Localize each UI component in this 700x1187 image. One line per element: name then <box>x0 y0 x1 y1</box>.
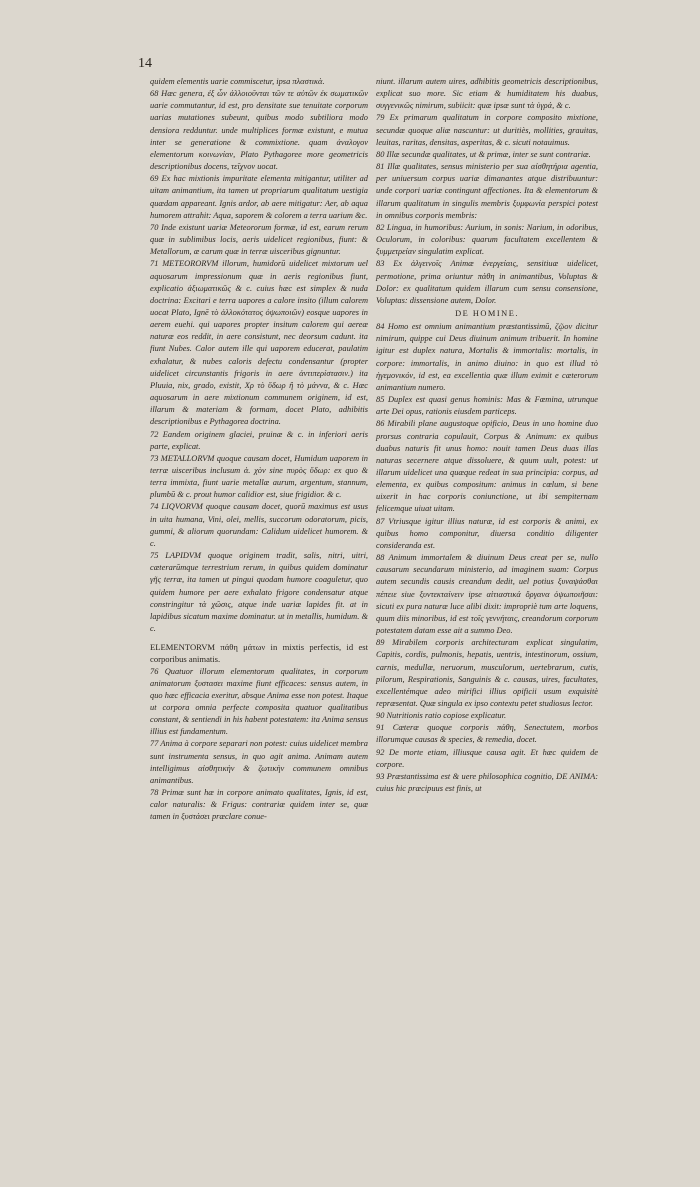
paragraph: 77 Anima à corpore separari non potest: cuius uidelicet membra sunt instrumenta sensus, in quo agit anima. Animam autem intelligimus αἰσθητικὴν & ζωτικὴν communem omnibus animantibus. <box>150 739 368 785</box>
paragraph: 78 Primæ sunt hæ in corpore animato qualitates, Ignis, id est, calor naturalis: & Frigus: contrariæ quidem inter se, quæ tamen in ξυστάσει præclare conue- <box>150 788 368 822</box>
paragraph: 70 Inde existunt uariæ Meteororum formæ, id est, earum rerum quæ in sublimibus locis, aeris uidelicet regionibus, fiunt: & Metallorum, æ carum quæ in terræ uisceribus gignuntur. <box>150 222 368 257</box>
paragraph: 90 Nutritionis ratio copiose explicatur. <box>376 711 507 721</box>
paragraph: 74 LIQVORVM quoque causam docet, quorū maximus est usus in uita humana, Vini, olei, mellis, succorum odoratorum, picis, gummi, & aliorum quorundam: Calidum uidelicet humorem. & c. <box>150 502 368 548</box>
paragraph: 76 Quatuor illorum elementorum qualitates, in corporum animatorum ξυστασει maxime fiunt efficaces: sensus autem, in quo hæc efficacia exeritur, absque Anima esse non potest. Itaque ut corpora omnia perfecte composita quatuor qualitatibus constant, & sentiendi in his habent potestatem: ita Anima sensus illius est fundamentum. <box>150 666 368 737</box>
paragraph: 89 Mirabilem corporis architecturam explicat singulatim, Capitis, cordis, pulmonis, hepatis, uentris, intestinorum, ossium, carnis, medullæ, neruorum, musculorum, uertebrarum, cutis, pilorum, Respirationis, Sanguinis & c. causas, uires, facultates, excellentémque adeo mirifici illius opificii usum exquisitè repræsentat. Quæ singula ex ipso contextu petet studiosus lector. <box>376 638 598 708</box>
paragraph: 68 Hæc genera, ἐξ ὧν ἀλλοιοῦνται τῶν τε αὐτῶν ἐκ σωματικῶν uarie commutantur, id est, pro densitate sue tenuitate corporum uarias mutationes subeunt, quibus modo subtiliora modo densiora redduntur. unde multiplices formæ existunt, e mutua inter se generatione & commixtione. quam ἀναλογον elementorum κοινωνίαν, Plato Pythagoree more geometricis descriptionibus docens, τεῖχνον uocat. <box>150 89 368 172</box>
paragraph: 84 Homo est omnium animantium præstantissimū, ζῷον dicitur nimirum, quippe cui Deus diuinum animum tribuerit. In homine igitur est duplex natura, Mortalis & immortalis: mortalis, in corpore: immortalis, in animo diuino: in quo est illud τὸ ἡγεμονικόν, id est, ea excellentia quæ illum eximit e cæterorum animantium numero. <box>376 322 598 392</box>
paragraph: 69 Ex hac mixtionis impuritate elementa mitigantur, utiliter ad uitam animantium, ita tamen ut propriarum qualitatum uestigia quædam appareant. Ignis ardor, ab aere mitigatur: Aer, ab aqua humorem attrahit: Aqua, saporem & colorem a terra uarium &c. <box>150 174 368 220</box>
section-title: ELEMENTORVM πάθη μάτων in mixtis perfectis, id est corporibus animatis. <box>150 642 368 665</box>
paragraph: 75 LAPIDVM quoque originem tradit, salis, nitri, uitri, cæterarūmque terrestrium rerum, in quibus quidem dominatur γῆς terræ, ita tamen ut pingui quodam humore coaguletur, quo quidem humore per aere exhalato frigore condensatur atque constringitur τὰ χῶσις, atque inde uariæ lapides fit. at in lapidibus sicatum maxime dominatur. ut in metallis, humidum. & c. <box>150 551 368 634</box>
paragraph: 83 Ex ἀλγεινοῖς Animæ ἐνεργείαις, sensitiuæ uidelicet, permotione, prima oriuntur πάθη in animantibus, Voluptas & Dolor: ex qualitatum quidem illarum cum sensu consensione, Voluptas: dissensione autem, Dolor. <box>376 259 598 305</box>
paragraph: quidem elementis uarie commiscetur, ipsa πλαστικὰ. <box>150 77 325 86</box>
paragraph: 87 Vtriusque igitur illius naturæ, id est corporis & animi, ex quibus homo componitur, diuersa conditio diligenter consideranda est. <box>376 516 598 550</box>
paragraph: 85 Duplex est quasi genus hominis: Mas & Fœmina, utrunque arte Dei opus, rationis eiusdem particeps. <box>376 395 598 417</box>
paragraph: 81 Illæ qualitates, sensus ministerio per sua αἰσθητήρια agentia, per uniuersum corpus uariæ dimanantes atque distribuuntur: unde corpori uariæ contingunt affectiones. Ita & elementorum & illarum qualitatum in singulis membris ξυμφωνία perspici potest in omnibus corporis membris: <box>376 162 598 220</box>
paragraph: 71 METEORORVM illorum, humidorū uidelicet mixtorum uel aquosarum impressionum quæ in aeris regionibus fiunt, explicatio ἀξιωματικῶς & c. cuius hæc est simplex & nuda doctrina: Excitari e terra uapores a calore insito (illum calorem uocat Plato, Ignē τὸ ἀλλοκότατος ὀψωποιῶν) eosque uapores in aerem euehi. qui uapores propter insitum calorem qui aereæ naturæ eos reddit, in aere consistunt, nec deorsum cadunt. ita fiunt Nubes. Calor autem ille qui uaporem educerat, paulatim exhalatur, & nubes caloris defectu condensantur (propter uidelicet circunstantis frigoris in aere ἀντιπερίστασιν.) ita Pluuia, nix, grado, existit, Χρ τὸ ὕδωρ ἢ τὸ μάννα, & c. Hæc aquosarum in aere mixtionum communem originem, id est, illarum & materiam & formam, docet Plato, adhibitis descriptionibus e Pythagorea doctrina. <box>150 259 368 427</box>
paragraph: 86 Mirabili plane augustoque opificio, Deus in uno homine duo prorsus contraria copulauit, Corpus & Animum: ex quibus duabus naturis fit unus homo: nouit tamen Deus duas illas naturas secernere atque dissoluere, & quum uult, potest: ut illarum uidelicet una quæque redeat in sua principia: corpus, ad elementa, ex quibus compositum: animus in cœlum, si bene uixerit in hac corporis coniunctione, ut ibi sempiternam felicemque uiuat uitam. <box>376 419 598 514</box>
paragraph: 88 Animum immortalem & diuinum Deus creat per se, nullo causarum secundarum ministerio, ad imaginem suam: Corpus autem secundis causis creandum dedit, uel potius ξυναψάσθαι πέπειε siue ξυντεκταίνειν ipse αἰτιαστικά ὄργανα ὀψωποιῆσαι: sicuti ex pura naturæ luce alibi dixit: impropriè tum arte loquens, quum diis minoribus, id est τοῖς γεννήταις, creandorum corporum potestatem datam esse ait a summo Deo. <box>376 553 598 636</box>
left-column <box>150 76 368 824</box>
paragraph: 92 De morte etiam, illiusque causa agit. Et hæc quidem de corpore. <box>376 747 598 769</box>
paragraph: 91 Cæteræ quoque corporis πάθη, Senectutem, morbos illorumque causas & species, & remedia, docet. <box>376 723 598 745</box>
paragraph: 72 Eandem originem glaciei, pruinæ & c. in inferiori aeris parte, explicat. <box>150 429 368 451</box>
paragraph: 93 Præstantissima est & uere philosophica cognitio, DE ANIMA: cuius hic præcipuus est finis, ut <box>376 771 598 794</box>
page-number: 14 <box>138 56 152 71</box>
paragraph: niunt. illarum autem uires, adhibitis geometricis descriptionibus, explicat suo more. Sic etiam & humiditatem his duabus, συγγενικῶς nimirum, subiicit: quæ ipsæ sunt τὰ ὑγρά, & c. <box>376 77 598 111</box>
paragraph: 79 Ex primarum qualitatum in corpore composito mixtione, secundæ quoque aliæ nascuntur: ut duritiès, mollities, grauitas, leuitas, raritas, densitas, asperitas, & c. sicuti notauimus. <box>376 113 598 147</box>
paragraph: 82 Lingua, in humoribus: Aurium, in sonis: Narium, in odoribus, Oculorum, in coloribus: quarum facultatem excellentem & ξυμμετρείαν singulatim explicat. <box>376 222 598 257</box>
paragraph: 80 Illæ secundæ qualitates, ut & primæ, inter se sunt contrariæ. <box>376 149 591 159</box>
right-column <box>376 76 598 795</box>
section-heading: DE HOMINE. <box>455 308 519 318</box>
paragraph: 73 METALLORVM quoque causam docet, Humidum uaporem in terræ uisceribus inclusum ἀ. χὸν sine πυρὸς ὕδωρ: ex quo & terra immixta, fiunt uarie metallæ aurum, argentum, stannum, plumbū & c. prout humor calidior est, siue frigidior. & c. <box>150 453 368 500</box>
